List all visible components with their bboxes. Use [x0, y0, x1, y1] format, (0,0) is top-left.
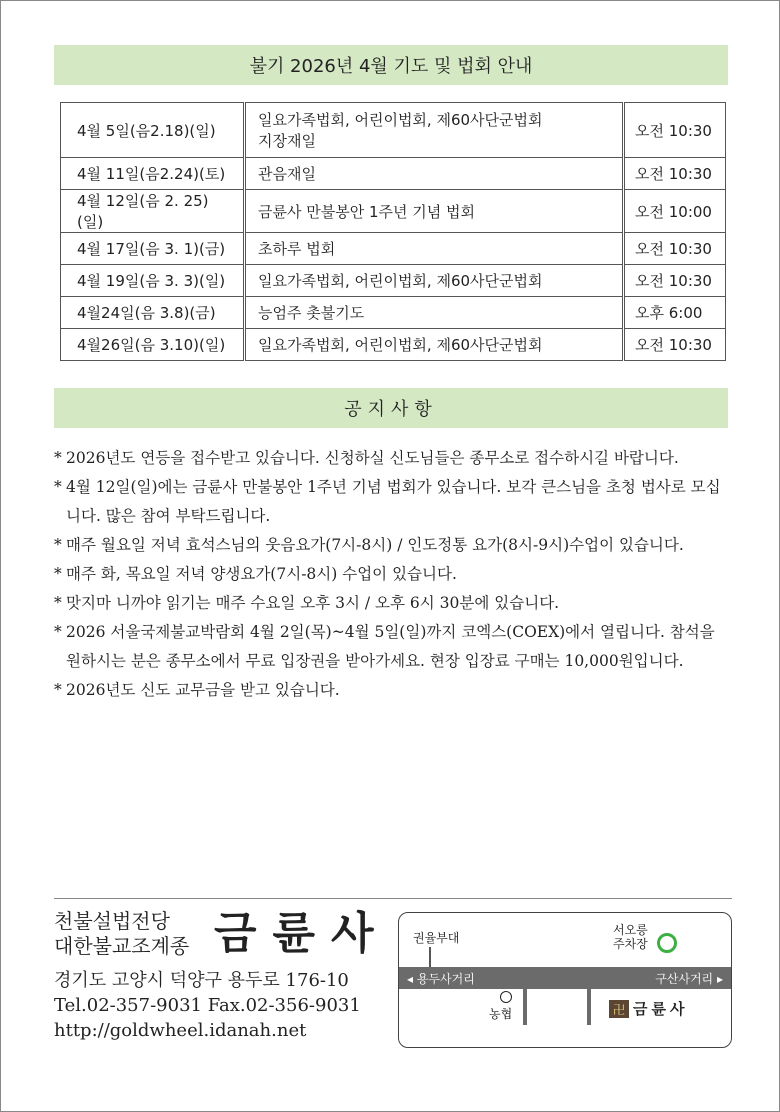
list-item: [54, 676, 730, 705]
main-road: [399, 967, 731, 989]
notice-text: 2026 서울국제불교박람회 4월 2일(목)~4월 5일(일)까지 코엑스(COEX)에서 열립니다. 참석을 원하시는 분은 종무소에서 무료 입장권을 받아가세요. 현장 입장료 구매는 10,000원입니다.: [66, 623, 715, 670]
footer-divider: [54, 898, 732, 899]
schedule-time: 오후 6:00: [624, 297, 726, 329]
parking-label-line: 서오릉: [613, 923, 648, 937]
nonghyup-label: 농협: [489, 1007, 513, 1021]
schedule-date: 4월 19일(음 3. 3)(일): [61, 265, 245, 297]
list-item: [54, 589, 730, 618]
schedule-date: 4월 17일(음 3. 1)(금): [61, 233, 245, 265]
road-label-left: ◂ 용두사거리: [407, 971, 475, 986]
notice-marker: *: [54, 681, 62, 699]
schedule-event: 금륜사 만불봉안 1주년 기념 법회: [245, 190, 624, 233]
schedule-event: 초하루 법회: [245, 233, 624, 265]
address: 경기도 고양시 덕양구 용두로 176-10: [54, 970, 349, 991]
schedule-event: 일요가족법회, 어린이법회, 제60사단군법회: [245, 265, 624, 297]
location-map: [398, 912, 732, 1048]
parking-label: [613, 923, 648, 951]
notice-marker: *: [54, 536, 62, 554]
phone-fax: Tel.02-357-9031 Fax.02-356-9031: [54, 995, 361, 1016]
notice-header: 공지사항: [54, 388, 728, 428]
schedule-time: 오전 10:30: [624, 329, 726, 361]
side-road-temple: [587, 989, 591, 1025]
map-temple-label: 금륜사: [633, 1000, 689, 1018]
schedule-event: [245, 103, 624, 158]
table-row: [61, 329, 726, 361]
list-item: [54, 618, 730, 676]
notice-text: 매주 화, 목요일 저녁 양생요가(7시-8시) 수업이 있습니다.: [66, 565, 457, 583]
table-row: [61, 297, 726, 329]
list-item: [54, 560, 730, 589]
list-item: [54, 444, 730, 473]
org-line1: 천불설법전당: [54, 909, 170, 933]
temple-logo-icon: 卍: [609, 1000, 629, 1018]
schedule-event: 관음재일: [245, 158, 624, 190]
list-item: [54, 531, 730, 560]
table-row: [61, 233, 726, 265]
website-link[interactable]: http://goldwheel.idanah.net: [54, 1020, 307, 1041]
schedule-event-line: 지장재일: [258, 132, 316, 150]
notice-text: 2026년도 연등을 접수받고 있습니다. 신청하실 신도님들은 종무소로 접수하시길 바랍니다.: [66, 449, 679, 467]
notice-marker: *: [54, 623, 62, 641]
notice-marker: *: [54, 594, 62, 612]
notice-list: [54, 444, 730, 705]
schedule-header: 불기 2026년 4월 기도 및 법회 안내: [54, 45, 728, 85]
notice-text: 2026년도 신도 교무금을 받고 있습니다.: [66, 681, 340, 699]
schedule-date: 4월24일(음 3.8)(금): [61, 297, 245, 329]
schedule-time: 오전 10:30: [624, 103, 726, 158]
table-row: [61, 158, 726, 190]
notice-text: 매주 월요일 저녁 효석스님의 웃음요가(7시-8시) / 인도정통 요가(8시-9시)수업이 있습니다.: [66, 536, 684, 554]
notice-marker: *: [54, 478, 62, 496]
schedule-event: 일요가족법회, 어린이법회, 제60사단군법회: [245, 329, 624, 361]
org-line2: 대한불교조계종: [54, 934, 190, 958]
schedule-time: 오전 10:00: [624, 190, 726, 233]
side-road-center: [523, 989, 527, 1025]
road-label-right: 구산사거리 ▸: [655, 971, 723, 986]
table-row: [61, 265, 726, 297]
schedule-time: 오전 10:30: [624, 158, 726, 190]
schedule-time: 오전 10:30: [624, 233, 726, 265]
schedule-table: [60, 102, 726, 361]
bus-stop-label: 권율부대: [413, 931, 460, 945]
table-row: [61, 190, 726, 233]
table-row: [61, 103, 726, 158]
nonghyup-circle-icon: [500, 991, 512, 1003]
schedule-event-line: 일요가족법회, 어린이법회, 제60사단군법회: [258, 111, 543, 129]
schedule-date: 4월 5일(음2.18)(일): [61, 103, 245, 158]
notice-marker: *: [54, 449, 62, 467]
schedule-event: 능엄주 촛불기도: [245, 297, 624, 329]
notice-text: 맛지마 니까야 읽기는 매주 수요일 오후 3시 / 오후 6시 30분에 있습니다.: [66, 594, 560, 612]
bus-stop-marker: [429, 947, 431, 967]
temple-name: 금륜사: [214, 908, 390, 959]
parking-label-line: 주차장: [613, 937, 648, 951]
parking-circle-icon: [657, 933, 677, 953]
schedule-date: 4월26일(음 3.10)(일): [61, 329, 245, 361]
notice-marker: *: [54, 565, 62, 583]
notice-text: 4월 12일(일)에는 금륜사 만불봉안 1주년 기념 법회가 있습니다. 보각 큰스님을 초청 법사로 모십니다. 많은 참여 부탁드립니다.: [66, 478, 721, 525]
list-item: [54, 473, 730, 531]
schedule-time: 오전 10:30: [624, 265, 726, 297]
schedule-date: 4월 11일(음2.24)(토): [61, 158, 245, 190]
schedule-date: 4월 12일(음 2. 25)(일): [61, 190, 245, 233]
